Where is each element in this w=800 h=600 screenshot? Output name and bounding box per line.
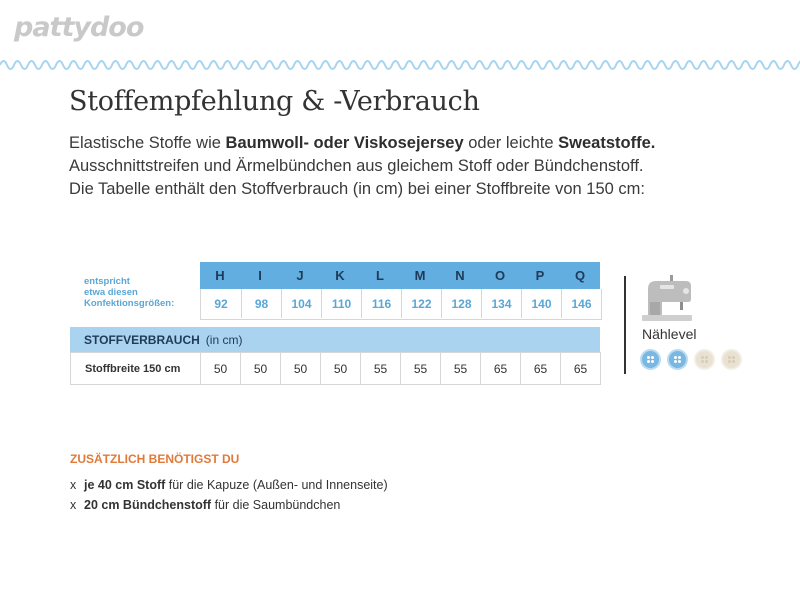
extra-title: ZUSÄTZLICH BENÖTIGST DU bbox=[70, 452, 240, 466]
size-header-cell: J bbox=[296, 268, 304, 283]
consumption-band-title: STOFFVERBRAUCH bbox=[84, 332, 200, 347]
button-icon-filled bbox=[640, 349, 661, 370]
konfektion-cell: 92 bbox=[214, 296, 228, 311]
list-marker: x bbox=[70, 498, 77, 512]
consumption-cell: 55 bbox=[360, 353, 400, 384]
intro-line-3: Die Tabelle enthält den Stoffverbrauch (in cm) bei einer Stoffbreite von 150 cm: bbox=[69, 180, 645, 198]
consumption-cell: 55 bbox=[440, 353, 480, 384]
consumption-cell: 65 bbox=[560, 353, 600, 384]
konfektion-row bbox=[200, 289, 602, 320]
consumption-cell: 50 bbox=[240, 353, 280, 384]
size-header-cell: P bbox=[535, 268, 545, 283]
intro-bold-fabric: Baumwoll- oder Viskosejersey bbox=[225, 134, 464, 152]
size-row-label-line: etwa diesen bbox=[84, 287, 138, 298]
intro-text-part: oder leichte bbox=[463, 134, 559, 152]
list-item-bold: je 40 cm Stoff bbox=[84, 478, 166, 492]
size-row-label-line: entspricht bbox=[84, 276, 130, 287]
size-header-row bbox=[200, 262, 600, 289]
consumption-cell: 50 bbox=[280, 353, 320, 384]
consumption-cell: 50 bbox=[320, 353, 360, 384]
list-item bbox=[70, 495, 388, 515]
size-header-cell: I bbox=[258, 268, 262, 283]
naehlevel-divider bbox=[624, 276, 626, 374]
konfektion-cell: 146 bbox=[561, 289, 601, 318]
consumption-cell: 55 bbox=[400, 353, 440, 384]
consumption-band bbox=[70, 327, 600, 352]
list-item-text: für die Kapuze (Außen- und Innenseite) bbox=[165, 478, 388, 492]
page-title: Stoffempfehlung & -Verbrauch bbox=[69, 86, 480, 117]
size-row-label bbox=[84, 276, 174, 309]
list-item-text: für die Saumbündchen bbox=[211, 498, 341, 512]
pattydoo-logo: pattydoo bbox=[14, 12, 144, 43]
button-icon-empty bbox=[694, 349, 715, 370]
consumption-cell: 65 bbox=[520, 353, 560, 384]
button-icon-filled bbox=[667, 349, 688, 370]
konfektion-cell: 128 bbox=[441, 289, 481, 318]
intro-text-part: Elastische Stoffe wie bbox=[69, 134, 226, 152]
intro-line-2: Ausschnittstreifen und Ärmelbündchen aus gleichem Stoff oder Bündchenstoff. bbox=[69, 157, 644, 175]
intro-bold-sweat: Sweatstoffe. bbox=[558, 134, 656, 152]
size-header-cell: N bbox=[455, 268, 465, 283]
wave-divider bbox=[0, 54, 800, 76]
size-row-label-line: Konfektionsgrößen: bbox=[84, 298, 175, 309]
size-header-cell: H bbox=[215, 268, 225, 283]
size-header-cell: M bbox=[414, 268, 426, 283]
button-icon-empty bbox=[721, 349, 742, 370]
intro-line-1 bbox=[69, 132, 769, 155]
konfektion-cell: 134 bbox=[481, 289, 521, 318]
consumption-cell: 65 bbox=[480, 353, 520, 384]
konfektion-cell: 98 bbox=[241, 289, 281, 318]
konfektion-cell: 122 bbox=[401, 289, 441, 318]
naehlevel-label: Nählevel bbox=[642, 326, 697, 342]
konfektion-cell: 116 bbox=[361, 289, 401, 318]
extra-list bbox=[70, 475, 388, 515]
sewing-machine-icon bbox=[640, 275, 694, 323]
intro-text bbox=[69, 132, 769, 201]
size-header-cell: K bbox=[335, 268, 345, 283]
consumption-band-unit: (in cm) bbox=[205, 332, 243, 347]
size-header-cell: O bbox=[494, 268, 506, 283]
konfektion-cell: 140 bbox=[521, 289, 561, 318]
naehlevel-rating bbox=[640, 349, 748, 370]
konfektion-cell: 110 bbox=[321, 289, 361, 318]
size-header-cell: L bbox=[376, 268, 384, 283]
list-marker: x bbox=[70, 478, 77, 492]
consumption-row bbox=[70, 352, 601, 385]
consumption-cell: 50 bbox=[200, 353, 240, 384]
konfektion-cell: 104 bbox=[281, 289, 321, 318]
consumption-label: Stoffbreite 150 cm bbox=[85, 362, 181, 375]
size-header-cell: Q bbox=[574, 268, 586, 283]
list-item bbox=[70, 475, 388, 495]
list-item-bold: 20 cm Bündchenstoff bbox=[84, 498, 212, 512]
